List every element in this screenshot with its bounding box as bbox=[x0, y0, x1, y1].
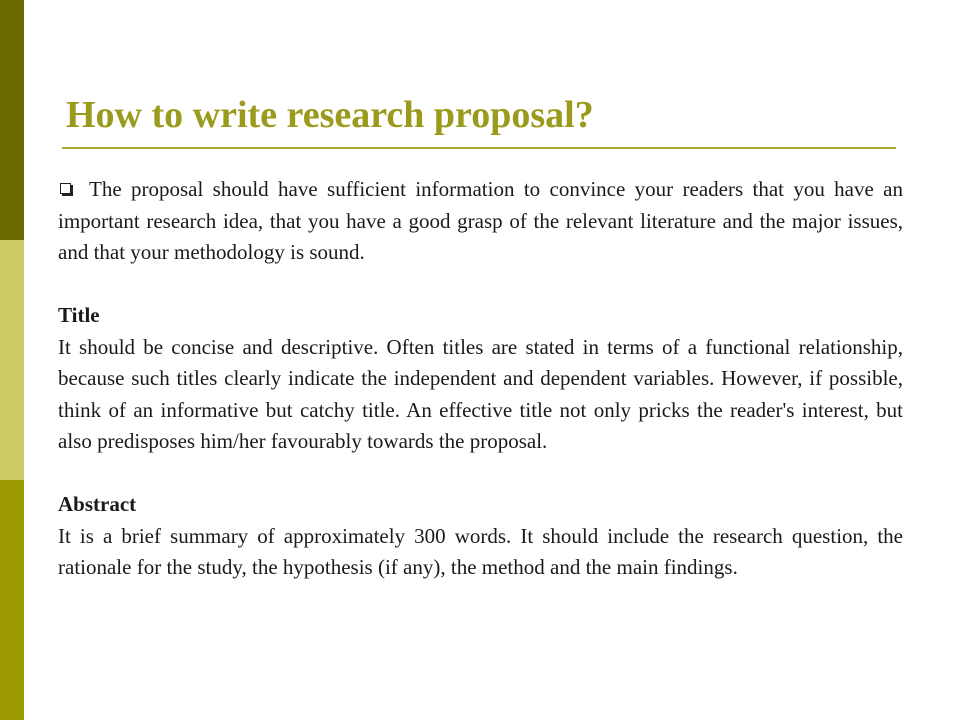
slide-sidebar bbox=[0, 0, 24, 720]
section-heading-title: Title bbox=[58, 303, 100, 327]
section-heading-abstract: Abstract bbox=[58, 492, 137, 516]
sidebar-segment-top bbox=[0, 0, 24, 240]
intro-bullet bbox=[58, 174, 903, 269]
intro-bullet-text: The proposal should have sufficient information to convince your readers that you have an important research idea, that you have a good grasp of the relevant literature and the major issues, and that your methodology is sound. bbox=[58, 177, 903, 264]
sidebar-segment-middle bbox=[0, 240, 24, 480]
section-body-title: It should be concise and descriptive. Often titles are stated in terms of a functional relationship, because such titles clearly indicate the independent and dependent variables. However, if possible, think of an informative but catchy title. An effective title not only pricks the reader's interest, but also predisposes him/her favourably towards the proposal. bbox=[58, 334, 903, 453]
sidebar-segment-bottom bbox=[0, 480, 24, 720]
slide-content bbox=[58, 174, 903, 584]
slide-title: How to write research proposal? bbox=[66, 94, 594, 136]
square-bullet-icon bbox=[60, 183, 71, 194]
title-underline bbox=[62, 147, 896, 149]
section-body-abstract: It is a brief summary of approximately 300 words. It should include the research question, the rationale for the study, the hypothesis (if any), the method and the main findings. bbox=[58, 523, 903, 579]
